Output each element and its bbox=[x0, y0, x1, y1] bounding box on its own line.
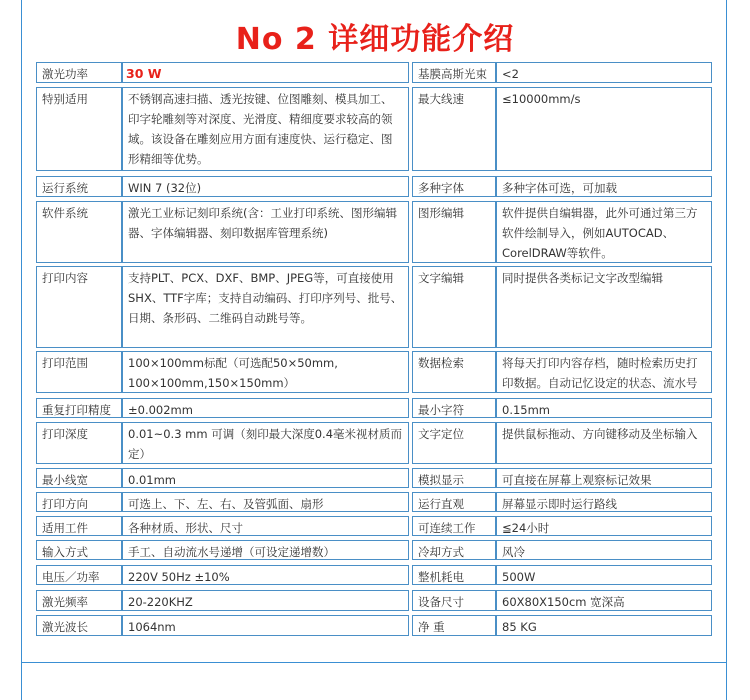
spec-value: 1064nm bbox=[122, 615, 409, 636]
table-row bbox=[36, 87, 712, 171]
spec-label: 设备尺寸 bbox=[412, 590, 496, 611]
spec-value: <2 bbox=[496, 62, 712, 83]
spec-label: 打印方向 bbox=[36, 492, 122, 512]
table-row bbox=[36, 398, 712, 418]
spec-value: 软件提供自编辑器，此外可通过第三方软件绘制导入，例如AUTOCAD、CorelDRAW等软件。 bbox=[496, 201, 712, 263]
table-row bbox=[36, 516, 712, 536]
table-row bbox=[36, 176, 712, 197]
spec-value: 多种字体可选，可加载 bbox=[496, 176, 712, 197]
spec-label: 整机耗电 bbox=[412, 565, 496, 585]
spec-label: 数据检索 bbox=[412, 351, 496, 393]
spec-value: 500W bbox=[496, 565, 712, 585]
spec-label: 运行直观 bbox=[412, 492, 496, 512]
spec-value: ≤10000mm/s bbox=[496, 87, 712, 171]
spec-label: 多种字体 bbox=[412, 176, 496, 197]
spec-label: 重复打印精度 bbox=[36, 398, 122, 418]
spec-value: 60X80X150cm 宽深高 bbox=[496, 590, 712, 611]
spec-label: 图形编辑 bbox=[412, 201, 496, 263]
spec-label: 电压／功率 bbox=[36, 565, 122, 585]
spec-value: 将每天打印内容存档，随时检索历史打印数据。自动记忆设定的状态、流水号 bbox=[496, 351, 712, 393]
table-row bbox=[36, 468, 712, 488]
table-row bbox=[36, 201, 712, 263]
spec-value: 风冷 bbox=[496, 540, 712, 560]
spec-value: 提供鼠标拖动、方向键移动及坐标输入 bbox=[496, 422, 712, 464]
table-row bbox=[36, 590, 712, 611]
table-row bbox=[36, 351, 712, 393]
spec-label: 激光波长 bbox=[36, 615, 122, 636]
spec-value: 20-220KHZ bbox=[122, 590, 409, 611]
table-row bbox=[36, 492, 712, 512]
spec-value: 220V 50Hz ±10% bbox=[122, 565, 409, 585]
page-title: No 2 详细功能介绍 bbox=[235, 22, 515, 57]
spec-value: 可选上、下、左、右、及管弧面、扇形 bbox=[122, 492, 409, 512]
spec-label: 打印深度 bbox=[36, 422, 122, 464]
spec-label: 软件系统 bbox=[36, 201, 122, 263]
spec-label: 激光功率 bbox=[36, 62, 122, 83]
spec-value: 85 KG bbox=[496, 615, 712, 636]
spec-value: 同时提供各类标记文字改型编辑 bbox=[496, 266, 712, 348]
spec-label: 运行系统 bbox=[36, 176, 122, 197]
spec-label: 冷却方式 bbox=[412, 540, 496, 560]
spec-value: 屏幕显示即时运行路线 bbox=[496, 492, 712, 512]
table-row bbox=[36, 565, 712, 585]
spec-label: 激光频率 bbox=[36, 590, 122, 611]
spec-label: 基膜高斯光束 bbox=[412, 62, 496, 83]
spec-value: 可直接在屏幕上观察标记效果 bbox=[496, 468, 712, 488]
spec-label: 可连续工作 bbox=[412, 516, 496, 536]
table-row bbox=[36, 422, 712, 464]
table-row bbox=[36, 266, 712, 348]
spec-value: 支持PLT、PCX、DXF、BMP、JPEG等，可直接使用SHX、TTF字库；支持自动编码、打印序列号、批号、日期、条形码、二维码自动跳号等。 bbox=[122, 266, 409, 348]
spec-label: 最小线宽 bbox=[36, 468, 122, 488]
spec-label: 打印内容 bbox=[36, 266, 122, 348]
spec-value: ±0.002mm bbox=[122, 398, 409, 418]
spec-value: WIN 7 (32位) bbox=[122, 176, 409, 197]
spec-value: 0.15mm bbox=[496, 398, 712, 418]
table-row bbox=[36, 62, 712, 83]
divider bbox=[22, 662, 726, 663]
spec-label: 输入方式 bbox=[36, 540, 122, 560]
spec-value: ≦24小时 bbox=[496, 516, 712, 536]
spec-value: 不锈钢高速扫描、透光按键、位图雕刻、模具加工、印字轮雕刻等对深度、光滑度、精细度要求较高的领域。该设备在雕刻应用方面有速度快、运行稳定、图形精细等优势。 bbox=[122, 87, 409, 171]
spec-value: 手工、自动流水号递增（可设定递增数） bbox=[122, 540, 409, 560]
spec-value: 0.01mm bbox=[122, 468, 409, 488]
spec-label: 适用工件 bbox=[36, 516, 122, 536]
spec-label: 模拟显示 bbox=[412, 468, 496, 488]
spec-label: 最大线速 bbox=[412, 87, 496, 171]
table-row bbox=[36, 615, 712, 636]
spec-value: 各种材质、形状、尺寸 bbox=[122, 516, 409, 536]
spec-label: 打印范围 bbox=[36, 351, 122, 393]
spec-label: 净 重 bbox=[412, 615, 496, 636]
spec-value: 激光工业标记刻印系统(含：工业打印系统、图形编辑器、字体编辑器、刻印数据库管理系统) bbox=[122, 201, 409, 263]
spec-value: 100×100mm标配（可选配50×50mm, 100×100mm,150×150mm） bbox=[122, 351, 409, 393]
spec-label: 文字定位 bbox=[412, 422, 496, 464]
table-row bbox=[36, 540, 712, 560]
spec-label: 文字编辑 bbox=[412, 266, 496, 348]
spec-label: 最小字符 bbox=[412, 398, 496, 418]
spec-value: 30 W bbox=[122, 62, 409, 83]
spec-value: 0.01~0.3 mm 可调（刻印最大深度0.4毫米视材质而定） bbox=[122, 422, 409, 464]
spec-label: 特别适用 bbox=[36, 87, 122, 171]
